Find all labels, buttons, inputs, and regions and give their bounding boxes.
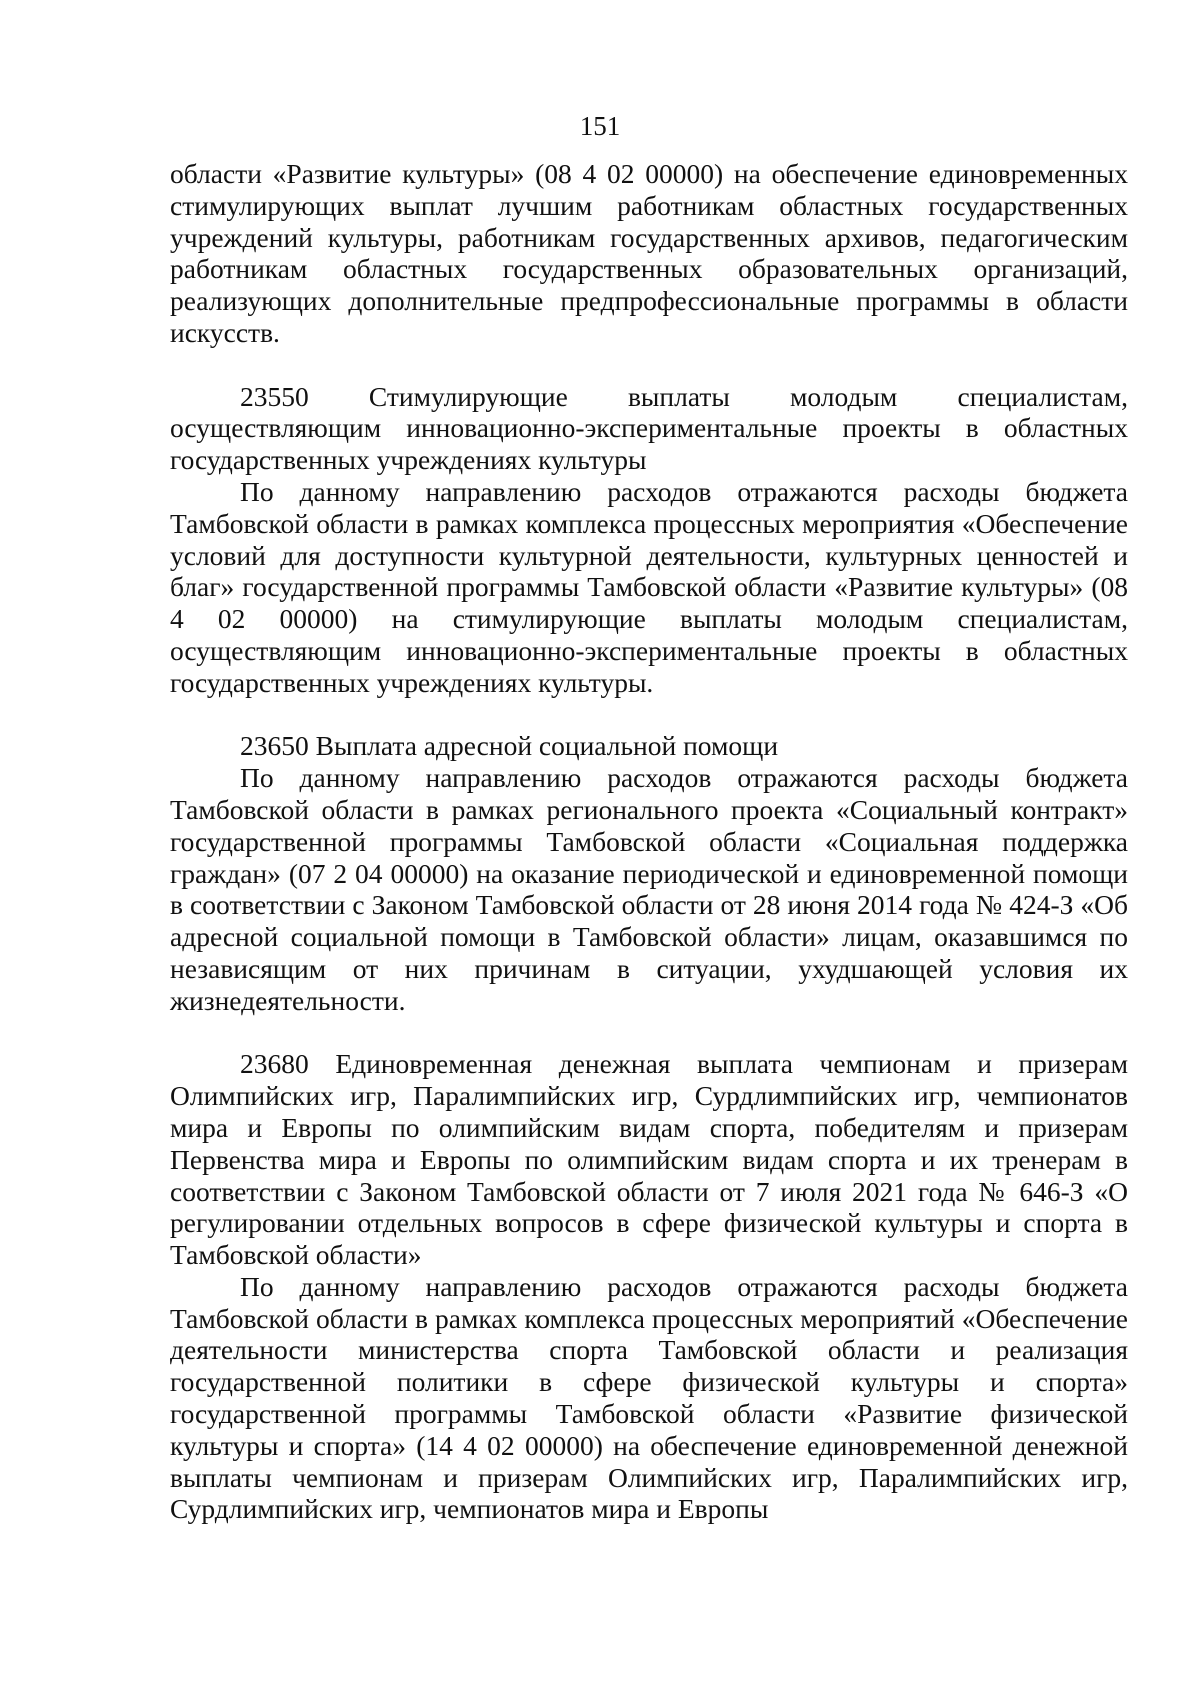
section-heading-23650: 23650 Выплата адресной социальной помощи — [240, 730, 779, 762]
section-heading-23550: 23550 Стимулирующие выплаты молодым специалистам, осуществляющим инновационно-экспериментальные проекты в областных государственных учреждениях культуры — [170, 380, 1128, 476]
page-number: 151 — [579, 111, 621, 141]
section-heading-23680: 23680 Единовременная денежная выплата чемпионам и призерам Олимпийских игр, Паралимпийских игр, Сурдлимпийских игр, чемпионатов мира и Европы по олимпийским видам спорта, победителям и призерам Первенства мира и Европы по олимпийским видам спорта и их тренерам в соответствии с Законом Тамбовской области от 7 июля 2021 года № 646-З «О регулировании отдельных вопросов в сфере физической культуры и спорта в Тамбовской области» — [170, 1048, 1128, 1271]
paragraph-23650-description: По данному направлению расходов отражаются расходы бюджета Тамбовской области в рамках регионального проекта «Социальный контракт» государственной программы Тамбовской области «Социальная поддержка граждан» (07 2 04 00000) на оказание периодической и единовременной помощи в соответствии с Законом Тамбовской области от 28 июня 2014 года № 424-З «Об адресной социальной помощи в Тамбовской области» лицам, оказавшимся по независящим от них причинам в ситуации, ухудшающей условия их жизнедеятельности. — [170, 762, 1128, 1016]
document-body — [170, 158, 1128, 1525]
paragraph-continuation: области «Развитие культуры» (08 4 02 00000) на обеспечение единовременных стимулирующих выплат лучшим работникам областных государственных учреждений культуры, работникам государственных архивов, педагогическим работникам областных государственных образовательных организаций, реализующих дополнительные предпрофессиональные программы в области искусств. — [170, 158, 1128, 348]
paragraph-23680-description: По данному направлению расходов отражаются расходы бюджета Тамбовской области в рамках комплекса процессных мероприятий «Обеспечение деятельности министерства спорта Тамбовской области и реализация государственной политики в сфере физической культуры и спорта» государственной программы Тамбовской области «Развитие физической культуры и спорта» (14 4 02 00000) на обеспечение единовременной денежной выплаты чемпионам и призерам Олимпийских игр, Паралимпийских игр, Сурдлимпийских игр, чемпионатов мира и Европы — [170, 1270, 1128, 1525]
paragraph-23550-description: По данному направлению расходов отражаются расходы бюджета Тамбовской области в рамках комплекса процессных мероприятия «Обеспечение условий для доступности культурной деятельности, культурных ценностей и благ» государственной программы Тамбовской области «Развитие культуры» (08 4 02 00000) на стимулирующие выплаты молодым специалистам, осуществляющим инновационно-экспериментальные проекты в областных государственных учреждениях культуры. — [170, 475, 1128, 698]
